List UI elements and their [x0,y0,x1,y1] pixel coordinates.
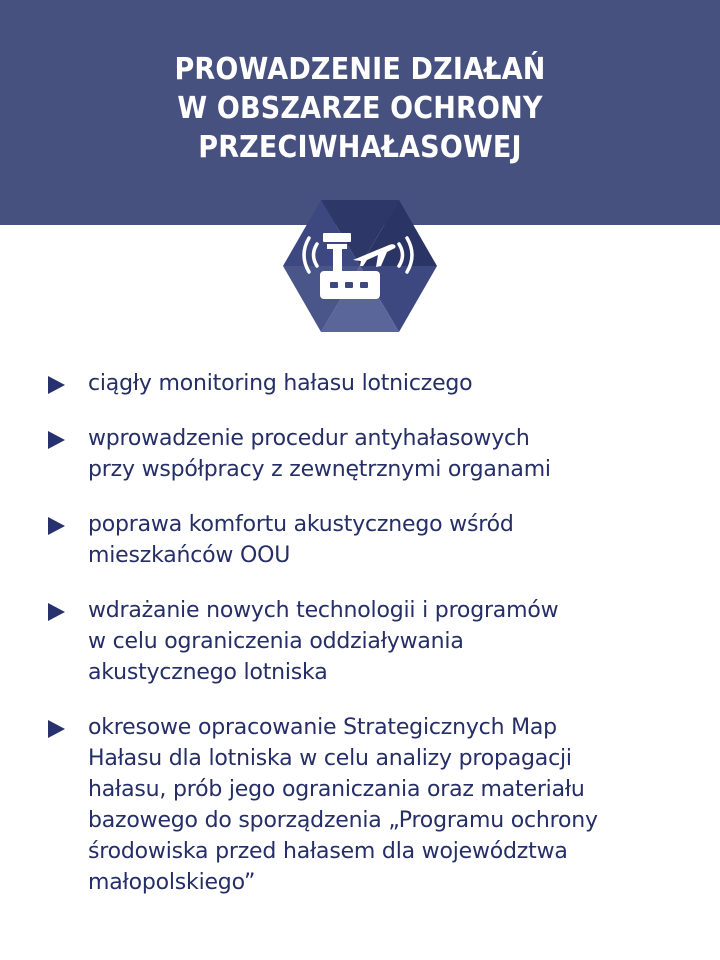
triangle-bullet-icon [48,603,65,621]
bullet-text: poprawa komfortu akustycznego wśród mieszkańców OOU [88,512,514,568]
list-item [48,712,688,898]
triangle-bullet-icon [48,431,65,449]
page-title: PROWADZENIE DZIAŁAŃ W OBSZARZE OCHRONY PRZECIWHAŁASOWEJ [174,52,546,165]
bullet-text: okresowe opracowanie Strategicznych Map Hałasu dla lotniska w celu analizy propagacji hałasu, prób jego ograniczania oraz materiału bazowego do sporządzenia „Programu ochrony środowiska przed hałasem dla województwa małopolskiego” [88,715,598,895]
bullet-text: wdrażanie nowych technologii i programów w celu ograniczenia oddziaływania akustycznego lotniska [88,598,559,685]
header-banner [0,0,720,225]
list-item [48,423,688,485]
list-item [48,509,688,571]
triangle-bullet-icon [48,517,65,535]
list-item [48,595,688,688]
triangle-bullet-icon [48,376,65,394]
bullet-list [48,368,688,922]
bullet-text: wprowadzenie procedur antyhałasowych przy współpracy z zewnętrznymi organami [88,426,551,482]
airport-noise-monitoring-icon [283,200,437,332]
bullet-text: ciągły monitoring hałasu lotniczego [88,371,473,396]
list-item [48,368,688,399]
triangle-bullet-icon [48,720,65,738]
